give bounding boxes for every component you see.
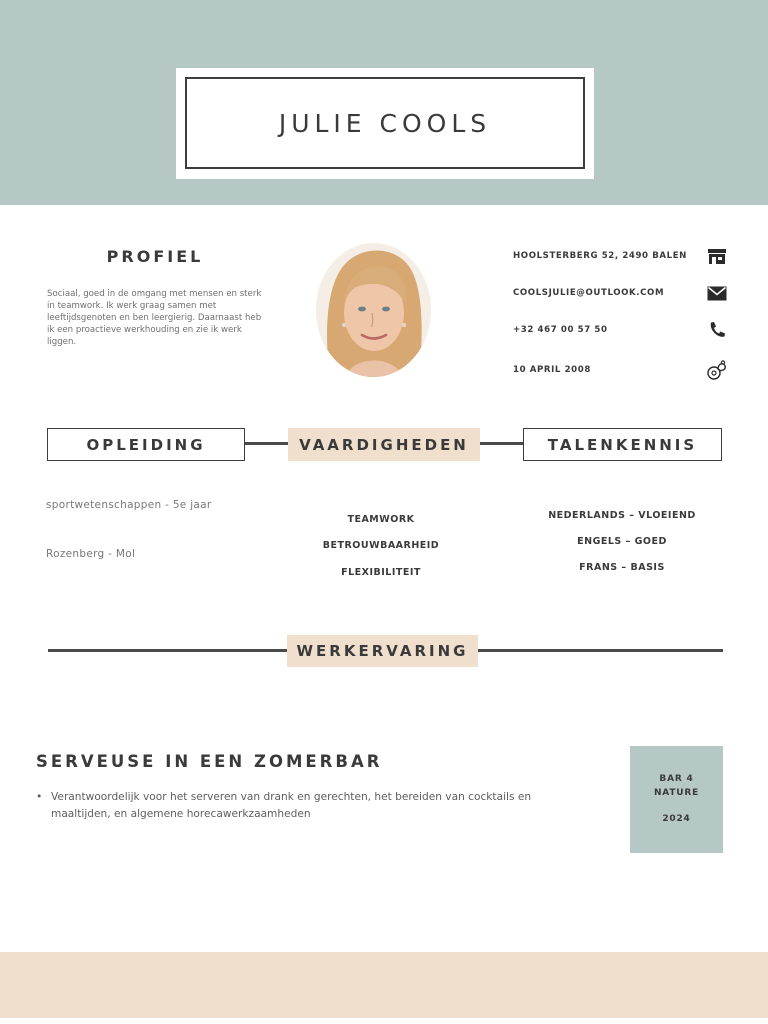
connector-line-right xyxy=(479,442,524,445)
contact-email xyxy=(513,280,728,306)
pacifier-icon xyxy=(706,359,728,381)
phone-icon xyxy=(706,319,728,341)
experience-heading xyxy=(287,635,478,667)
languages-heading-label: TALENKENNIS xyxy=(547,435,698,454)
phone-text: +32 467 00 57 50 xyxy=(513,325,608,335)
languages-heading xyxy=(523,428,722,461)
name-frame xyxy=(185,77,585,169)
profile-text: Sociaal, goed in de omgang met mensen en sterk in teamwork. Ik werk graag samen met leeftijdsgenoten en ben leergierig. Daarnaast heb ik een proactieve werkhouding en zie ik werk liggen. xyxy=(47,289,262,347)
contact-address xyxy=(513,243,728,269)
experience-heading-label: WERKERVARING xyxy=(296,642,469,660)
address-text: HOOLSTERBERG 52, 2490 BALEN xyxy=(513,251,687,261)
skill-item: BETROUWBAARHEID xyxy=(322,540,440,551)
contact-birthdate xyxy=(513,357,728,383)
employer-box xyxy=(630,746,723,853)
mail-icon xyxy=(706,282,728,304)
education-heading-label: OPLEIDING xyxy=(86,435,206,454)
skills-heading-label: VAARDIGHEDEN xyxy=(299,435,469,454)
job-bullets xyxy=(35,789,565,823)
name-plate xyxy=(176,68,594,179)
education-item: Rozenberg - Mol xyxy=(46,548,136,560)
job-title: SERVEUSE IN EEN ZOMERBAR xyxy=(36,752,383,771)
footer-band xyxy=(0,952,768,1018)
profile-heading: PROFIEL xyxy=(106,247,204,266)
connector-line-left xyxy=(244,442,289,445)
education-heading xyxy=(47,428,245,461)
candidate-name: JULIE COOLS xyxy=(278,108,492,138)
skill-item: FLEXIBILITEIT xyxy=(341,567,421,578)
contact-phone xyxy=(513,317,728,343)
skill-item: TEAMWORK xyxy=(347,514,415,525)
language-item: FRANS – BASIS xyxy=(579,562,665,573)
language-item: ENGELS – GOED xyxy=(577,536,667,547)
job-bullet-item: • Verantwoordelijk voor het serveren van drank en gerechten, het bereiden van cocktails en maaltijden, en algemene horecawerkzaamheden xyxy=(35,789,565,823)
store-icon xyxy=(706,245,728,267)
employer-name-line2: NATURE xyxy=(653,788,700,798)
employer-name-line1: BAR 4 xyxy=(659,774,694,784)
profile-photo xyxy=(316,243,431,377)
language-item: NEDERLANDS – VLOEIEND xyxy=(548,510,696,521)
education-item: sportwetenschappen - 5e jaar xyxy=(46,499,212,511)
email-text: COOLSJULIE@OUTLOOK.COM xyxy=(513,288,665,298)
job-year: 2024 xyxy=(662,814,691,824)
skills-heading xyxy=(288,428,480,461)
birthdate-text: 10 APRIL 2008 xyxy=(513,365,591,375)
